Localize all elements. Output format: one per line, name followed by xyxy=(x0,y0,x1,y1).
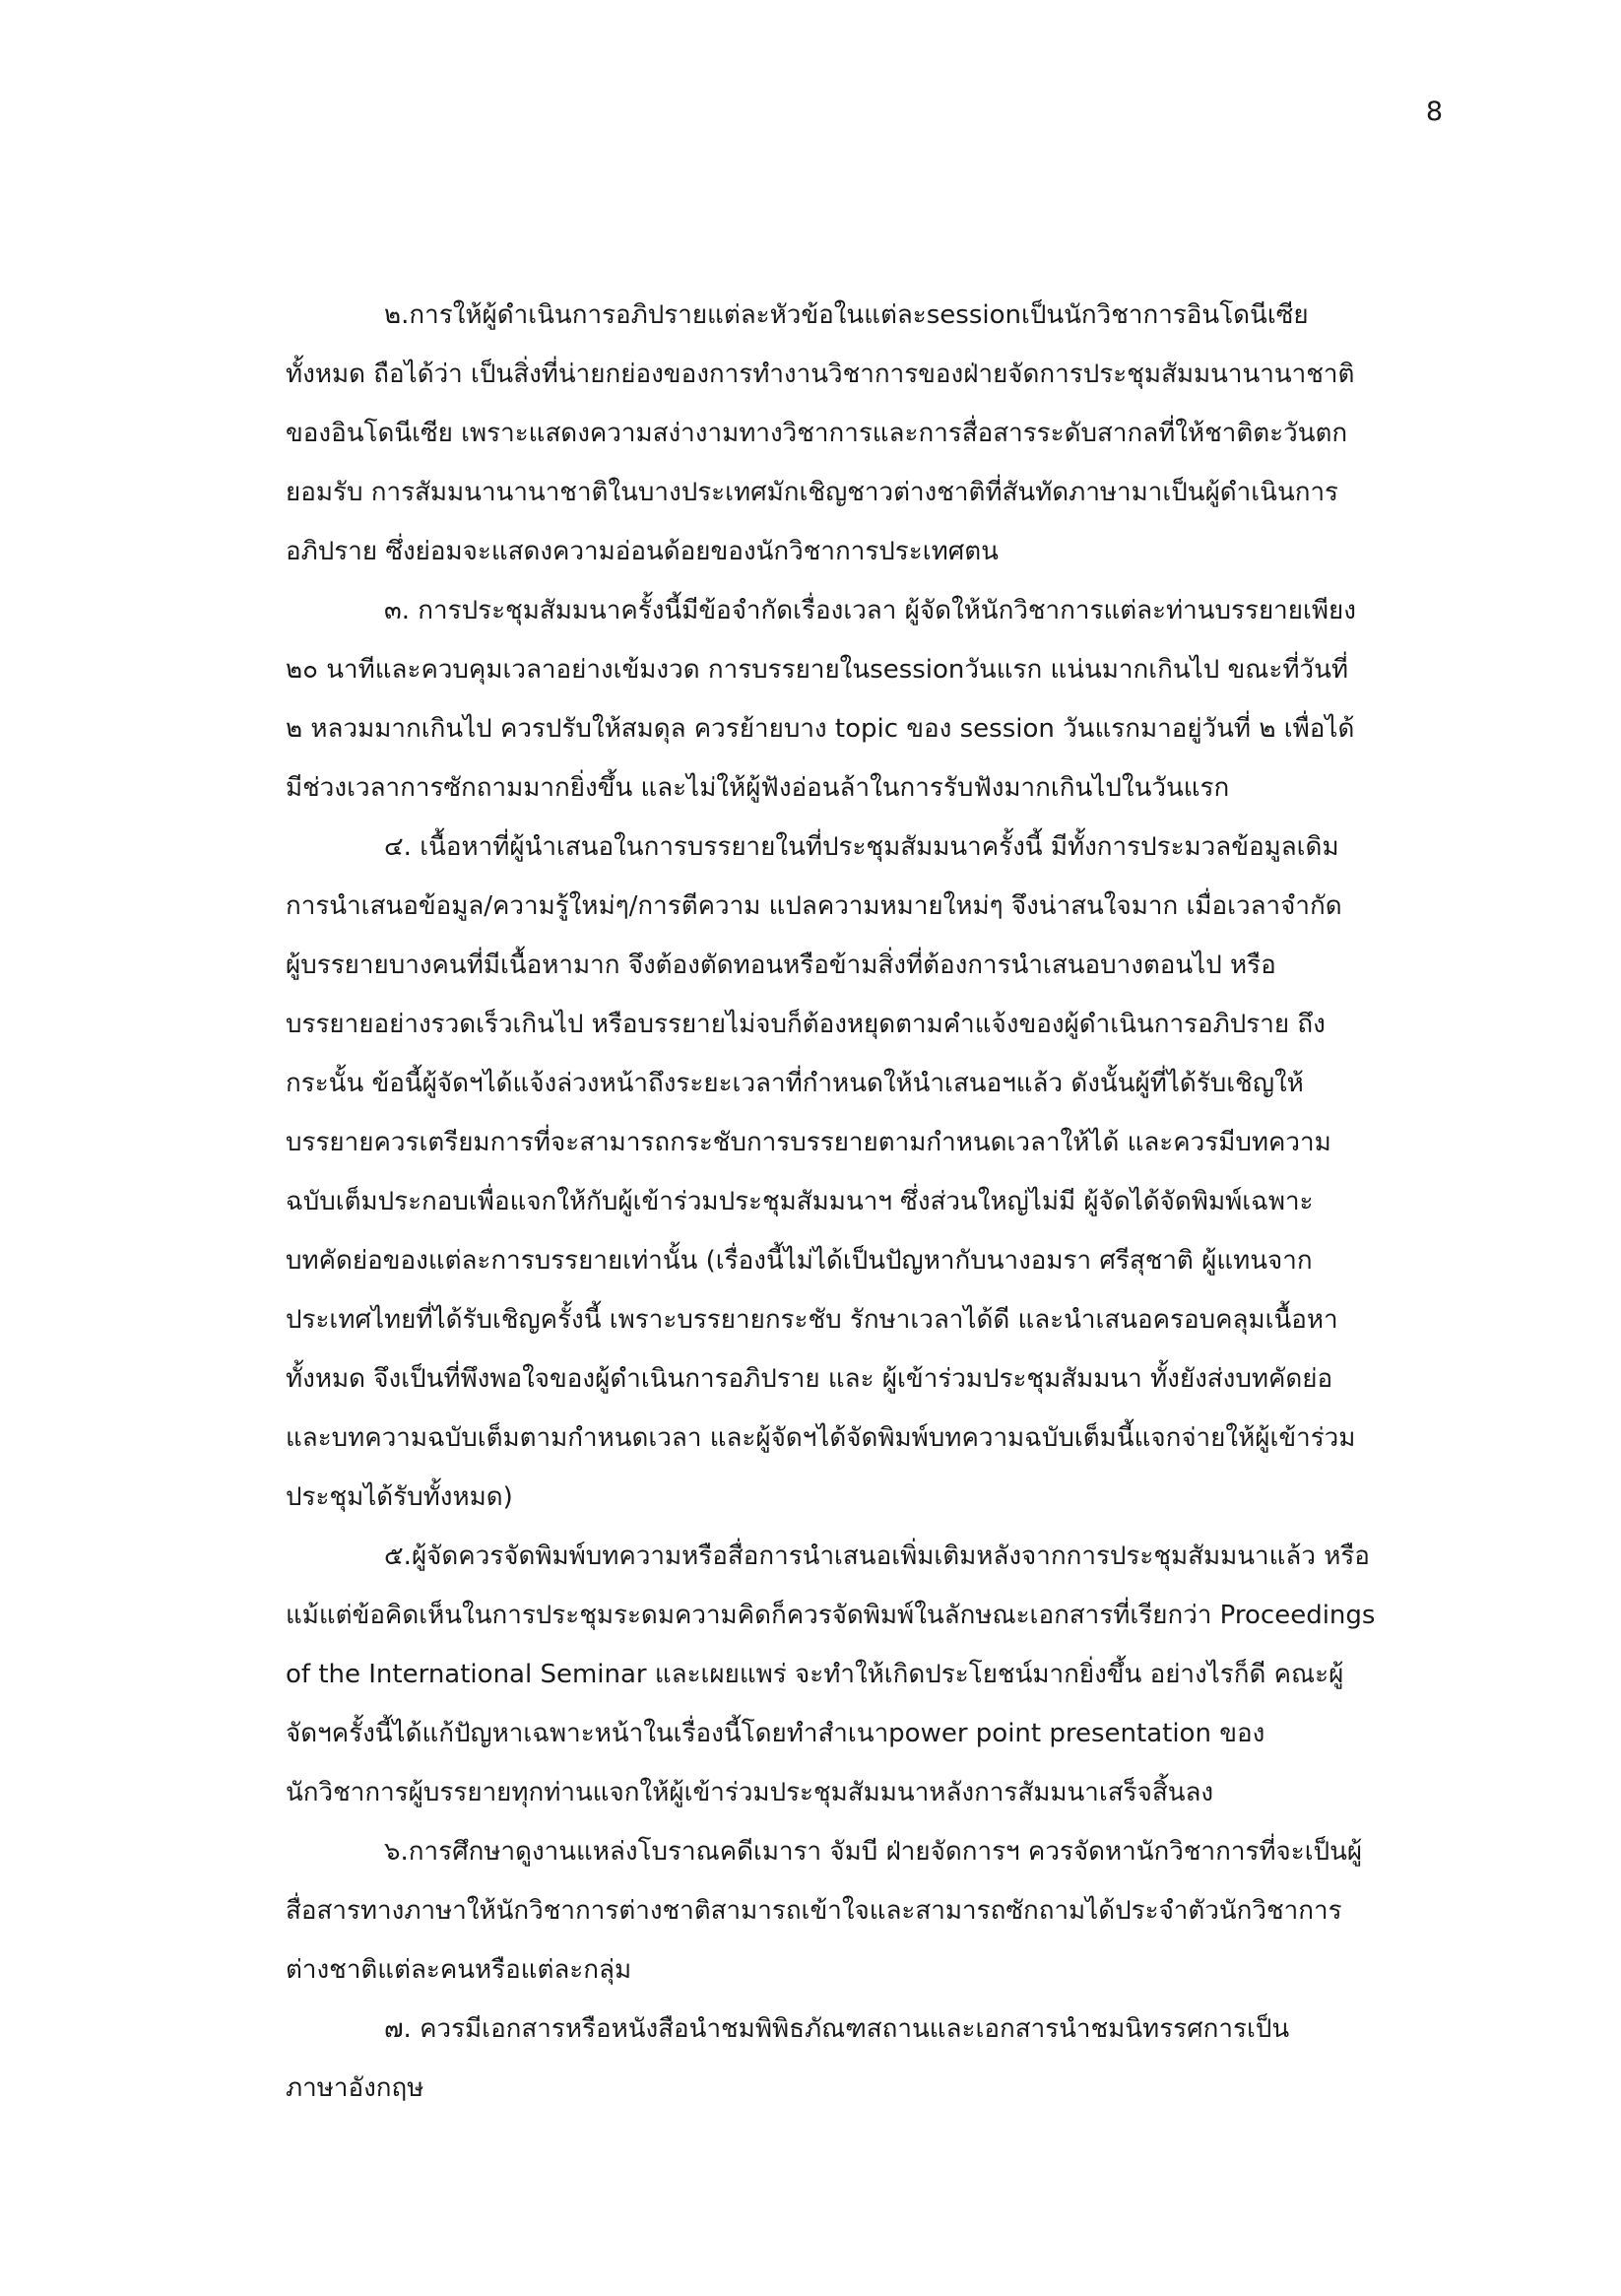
text-line: แม้แต่ข้อคิดเห็นในการประชุมระดมความคิดก็ควรจัดพิมพ์ในลักษณะเอกสารที่เรียกว่า Proceedings xyxy=(286,1601,1376,1630)
text-line: ภาษาอังกฤษ xyxy=(286,2073,424,2103)
paragraph-1 xyxy=(286,286,1428,581)
text-line: ๖.การศึกษาดูงานแหล่งโบราณคดีเมารา จัมบี ฝ่ายจัดการฯ ควรจัดหานักวิชาการที่จะเป็นผู้ xyxy=(384,1837,1363,1867)
text-line: บรรยายอย่างรวดเร็วเกินไป หรือบรรยายไม่จบก็ต้องหยุดตามคำแจ้งของผู้ดำเนินการอภิปราย ถึง xyxy=(286,1010,1326,1039)
paragraph-2 xyxy=(286,581,1428,818)
text-line: มีช่วงเวลาการซักถามมากยิ่งขึ้น และไม่ให้ผู้ฟังอ่อนล้าในการรับฟังมากเกินไปในวันแรก xyxy=(286,773,1230,803)
text-line: ๕.ผู้จัดควรจัดพิมพ์บทความหรือสื่อการนำเสนอเพิ่มเติมหลังจากการประชุมสัมมนาแล้ว หรือ xyxy=(384,1542,1370,1571)
text-line: บรรยายควรเตรียมการที่จะสามารถกระชับการบรรยายตามกำหนดเวลาให้ได้ และควรมีบทความ xyxy=(286,1128,1331,1157)
paragraph-6 xyxy=(286,2000,1428,2118)
text-line: นักวิชาการผู้บรรยายทุกท่านแจกให้ผู้เข้าร่วมประชุมสัมมนาหลังการสัมมนาเสร็จสิ้นลง xyxy=(286,1778,1214,1807)
document-body xyxy=(286,286,1428,2118)
text-line: ๒ หลวมมากเกินไป ควรปรับให้สมดุล ควรย้ายบาง topic ของ session วันแรกมาอยู่วันที่ ๒ เพื่อได้ xyxy=(286,714,1355,744)
text-line: ๗. ควรมีเอกสารหรือหนังสือนำชมพิพิธภัณฑสถานและเอกสารนำชมนิทรรศการเป็น xyxy=(384,2014,1290,2044)
paragraph-4 xyxy=(286,1527,1428,1822)
text-line: ๓. การประชุมสัมมนาครั้งนี้มีข้อจำกัดเรื่องเวลา ผู้จัดให้นักวิชาการแต่ละท่านบรรยายเพียง xyxy=(384,596,1356,625)
text-line: ฉบับเต็มประกอบเพื่อแจกให้กับผู้เข้าร่วมประชุมสัมมนาฯ ซึ่งส่วนใหญ่ไม่มี ผู้จัดได้จัดพิมพ์เฉพาะ xyxy=(286,1187,1314,1216)
text-line: ๒.การให้ผู้ดำเนินการอภิปรายแต่ละหัวข้อในแต่ละsessionเป็นนักวิชาการอินโดนีเซีย xyxy=(384,300,1309,330)
text-line: ๒๐ นาทีและควบคุมเวลาอย่างเข้มงวด การบรรยายในsessionวันแรก แน่นมากเกินไป ขณะที่วันที่ xyxy=(286,655,1349,685)
text-line: ยอมรับ การสัมมนานานาชาติในบางประเทศมักเชิญชาวต่างชาติที่สันทัดภาษามาเป็นผู้ดำเนินการ xyxy=(286,478,1339,507)
text-line: ทั้งหมด จึงเป็นที่พึงพอใจของผู้ดำเนินการอภิปราย และ ผู้เข้าร่วมประชุมสัมมนา ทั้งยังส่งบทคัดย่อ xyxy=(286,1364,1333,1394)
paragraph-3 xyxy=(286,818,1428,1527)
text-line: ทั้งหมด ถือได้ว่า เป็นสิ่งที่น่ายกย่องของการทำงานวิชาการของฝ่ายจัดการประชุมสัมมนานานาชาติ xyxy=(286,360,1355,389)
text-line: การนำเสนอข้อมูล/ความรู้ใหม่ๆ/การตีความ แปลความหมายใหม่ๆ จึงน่าสนใจมาก เมื่อเวลาจำกัด xyxy=(286,891,1342,921)
text-line: ผู้บรรยายบางคนที่มีเนื้อหามาก จึงต้องตัดทอนหรือข้ามสิ่งที่ต้องการนำเสนอบางตอนไป หรือ xyxy=(286,951,1276,980)
text-line: กระนั้น ข้อนี้ผู้จัดฯได้แจ้งล่วงหน้าถึงระยะเวลาที่กำหนดให้นำเสนอฯแล้ว ดังนั้นผู้ที่ได้รับเชิญให้ xyxy=(286,1069,1304,1098)
text-line: ประเทศไทยที่ได้รับเชิญครั้งนี้ เพราะบรรยายกระชับ รักษาเวลาได้ดี และนำเสนอครอบคลุมเนื้อหา xyxy=(286,1305,1338,1335)
text-line: จัดฯครั้งนี้ได้แก้ปัญหาเฉพาะหน้าในเรื่องนี้โดยทำสำเนาpower point presentation ของ xyxy=(286,1719,1265,1748)
paragraph-5 xyxy=(286,1822,1428,2000)
text-line: อภิปราย ซึ่งย่อมจะแสดงความอ่อนด้อยของนักวิชาการประเทศตน xyxy=(286,537,999,566)
text-line: และบทความฉบับเต็มตามกำหนดเวลา และผู้จัดฯได้จัดพิมพ์บทความฉบับเต็มนี้แจกจ่ายให้ผู้เข้าร่วม xyxy=(286,1423,1356,1453)
text-line: ประชุมได้รับทั้งหมด) xyxy=(286,1482,513,1512)
text-line: of the International Seminar และเผยแพร่ จะทำให้เกิดประโยชน์มากยิ่งขึ้น อย่างไรก็ดี คณะผู้ xyxy=(286,1660,1344,1689)
page-number: 8 xyxy=(1425,97,1443,127)
text-line: บทคัดย่อของแต่ละการบรรยายเท่านั้น (เรื่องนี้ไม่ได้เป็นปัญหากับนางอมรา ศรีสุชาติ ผู้แทนจาก xyxy=(286,1246,1313,1276)
text-line: ๔. เนื้อหาที่ผู้นำเสนอในการบรรยายในที่ประชุมสัมมนาครั้งนี้ มีทั้งการประมวลข้อมูลเดิม xyxy=(384,832,1339,862)
text-line: ต่างชาติแต่ละคนหรือแต่ละกลุ่ม xyxy=(286,1955,632,1985)
text-line: ของอินโดนีเซีย เพราะแสดงความสง่างามทางวิชาการและการสื่อสารระดับสากลที่ให้ชาติตะวันตก xyxy=(286,419,1348,448)
text-line: สื่อสารทางภาษาให้นักวิชาการต่างชาติสามารถเข้าใจและสามารถซักถามได้ประจำตัวนักวิชาการ xyxy=(286,1896,1342,1926)
